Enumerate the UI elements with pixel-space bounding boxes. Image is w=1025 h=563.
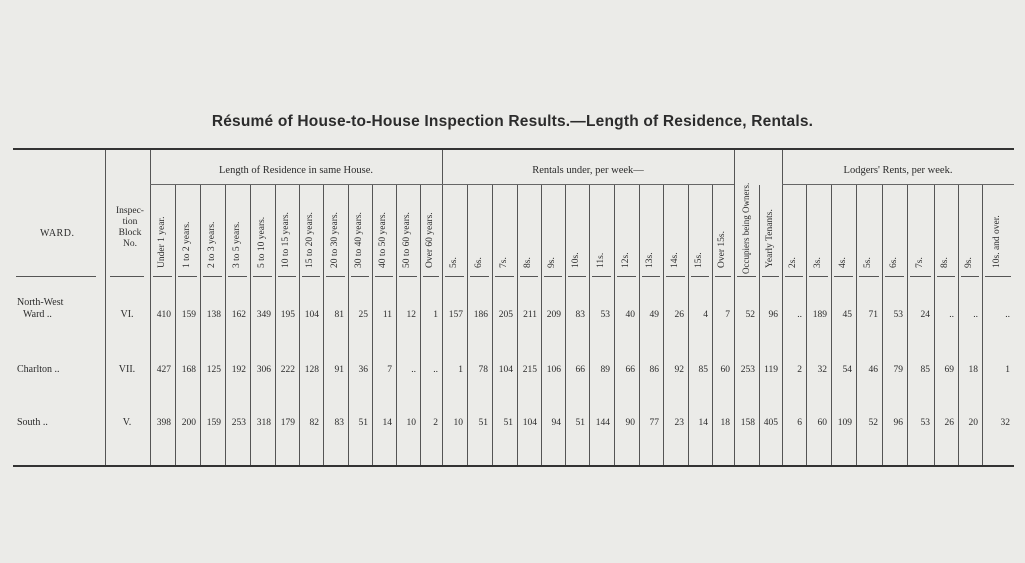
table-cell: 32 <box>1000 418 1010 428</box>
table-cell: 53 <box>920 418 930 428</box>
table-cell: 92 <box>674 365 684 375</box>
column-header: Under 1 year. <box>156 216 167 268</box>
table-cell: 60 <box>720 365 730 375</box>
header-underline <box>110 276 144 277</box>
table-cell: 318 <box>256 418 271 428</box>
table-cell: 168 <box>181 365 196 375</box>
group-underline <box>150 184 442 185</box>
table-cell: 1 <box>458 365 463 375</box>
table-cell: 2 <box>433 418 438 428</box>
header-underline <box>351 276 369 277</box>
column-header: 3s. <box>812 257 823 268</box>
table-cell: 69 <box>944 365 954 375</box>
column-header: Over 15s. <box>717 231 727 268</box>
header-underline <box>568 276 586 277</box>
column-header: 15 to 20 years. <box>305 212 315 268</box>
header-underline <box>153 276 172 277</box>
column-header: 50 to 60 years. <box>402 212 412 268</box>
header-underline <box>326 276 345 277</box>
column-header: 10 to 15 years. <box>281 212 291 268</box>
block-number: VII. <box>118 364 136 375</box>
block-header-line: Inspec- <box>116 206 144 216</box>
group-header-rentals: Rentals under, per week— <box>532 165 644 176</box>
column-header: 3 to 5 years. <box>231 221 242 268</box>
table-cell: 11 <box>382 310 392 320</box>
table-cell: 18 <box>720 418 730 428</box>
header-underline <box>666 276 685 277</box>
group-header-lodgers: Lodgers' Rents, per week. <box>843 165 953 176</box>
header-underline <box>278 276 296 277</box>
table-cell: 200 <box>181 418 196 428</box>
ward-name: North-West <box>17 297 64 308</box>
table-cell: 253 <box>740 365 755 375</box>
header-underline <box>495 276 514 277</box>
header-underline <box>809 276 828 277</box>
table-cell: 23 <box>674 418 684 428</box>
table-cell: 83 <box>334 418 344 428</box>
block-header-line: No. <box>123 239 137 249</box>
header-underline <box>178 276 197 277</box>
header-underline <box>375 276 393 277</box>
table-cell: .. <box>411 365 416 375</box>
ward-name: Charlton .. <box>17 364 60 375</box>
table-cell: 192 <box>231 365 246 375</box>
table-cell: 186 <box>473 310 488 320</box>
table-cell: 158 <box>740 418 755 428</box>
header-underline <box>642 276 660 277</box>
table-cell: 205 <box>498 310 513 320</box>
header-underline <box>16 276 96 277</box>
group-header-residence: Length of Residence in same House. <box>219 165 373 176</box>
header-underline <box>423 276 439 277</box>
column-header: 9s. <box>547 257 557 268</box>
table-cell: 157 <box>448 310 463 320</box>
table-cell: 51 <box>358 418 368 428</box>
table-cell: 71 <box>868 310 878 320</box>
table-cell: 1 <box>1005 365 1010 375</box>
table-cell: 51 <box>503 418 513 428</box>
header-underline <box>885 276 904 277</box>
table-cell: 189 <box>812 310 827 320</box>
table-cell: 7 <box>387 365 392 375</box>
table-cell: 45 <box>842 310 852 320</box>
table-cell: 89 <box>600 365 610 375</box>
table-cell: 85 <box>920 365 930 375</box>
header-underline <box>253 276 272 277</box>
column-header: 20 to 30 years. <box>329 212 340 268</box>
table-cell: 104 <box>304 310 319 320</box>
table-cell: 26 <box>944 418 954 428</box>
column-header: 13s. <box>645 252 655 268</box>
header-underline <box>544 276 562 277</box>
column-header: Occupiers being Owners. <box>740 182 751 274</box>
table-cell: 12 <box>406 310 416 320</box>
table-cell: .. <box>433 365 438 375</box>
block-number: VI. <box>120 309 134 320</box>
header-underline <box>961 276 979 277</box>
header-underline <box>859 276 879 277</box>
header-underline <box>445 276 464 277</box>
table-cell: 32 <box>817 365 827 375</box>
column-header: 8s. <box>940 257 950 268</box>
table-cell: 25 <box>358 310 368 320</box>
table-cell: .. <box>949 310 954 320</box>
table-cell: 60 <box>817 418 827 428</box>
ward-name: Ward .. <box>23 309 52 320</box>
table-title: Résumé of House-to-House Inspection Results.—Length of Residence, Rentals. <box>211 113 814 130</box>
table-cell: 119 <box>764 365 778 375</box>
table-cell: 90 <box>625 418 635 428</box>
column-header: 2s. <box>788 257 798 268</box>
column-header: 5s. <box>448 257 459 268</box>
table-cell: 6 <box>797 418 802 428</box>
table-top-rule <box>13 148 1014 150</box>
table-cell: 18 <box>968 365 978 375</box>
header-underline <box>691 276 709 277</box>
table-cell: 109 <box>837 418 852 428</box>
column-header: 9s. <box>964 257 974 268</box>
table-cell: 222 <box>280 365 295 375</box>
table-cell: 162 <box>231 310 246 320</box>
table-cell: 209 <box>546 310 561 320</box>
table-cell: 91 <box>334 365 344 375</box>
column-header: Yearly Tenants. <box>764 209 775 268</box>
header-underline <box>470 276 489 277</box>
table-cell: 195 <box>280 310 295 320</box>
column-header: 5s. <box>863 257 873 268</box>
table-cell: 1 <box>433 310 438 320</box>
table-cell: 53 <box>600 310 610 320</box>
table-cell: 306 <box>256 365 271 375</box>
table-cell: 253 <box>231 418 246 428</box>
table-cell: .. <box>1005 310 1010 320</box>
block-header-line: tion <box>122 217 138 227</box>
header-underline <box>617 276 636 277</box>
table-cell: 4 <box>703 310 708 320</box>
header-underline <box>520 276 538 277</box>
column-header: 5 to 10 years. <box>256 216 267 268</box>
table-cell: 81 <box>334 310 344 320</box>
table-cell: 66 <box>575 365 585 375</box>
header-underline <box>937 276 955 277</box>
table-cell: 36 <box>358 365 368 375</box>
group-underline <box>782 184 1014 185</box>
table-cell: 128 <box>304 365 319 375</box>
header-underline <box>785 276 803 277</box>
table-cell: 85 <box>698 365 708 375</box>
table-cell: 215 <box>522 365 537 375</box>
ward-name: South .. <box>17 417 48 428</box>
column-header: 1 to 2 years. <box>181 221 192 268</box>
header-underline <box>228 276 247 277</box>
block-header-line: Block <box>118 228 142 238</box>
header-underline <box>834 276 853 277</box>
table-cell: 179 <box>280 418 295 428</box>
column-header: 7s. <box>914 257 925 268</box>
table-cell: 53 <box>893 310 903 320</box>
table-cell: 2 <box>797 365 802 375</box>
table-cell: 96 <box>768 310 778 320</box>
table-cell: 52 <box>745 310 755 320</box>
table-cell: 427 <box>156 365 171 375</box>
column-header: Over 60 years. <box>425 212 435 268</box>
table-cell: 24 <box>920 310 930 320</box>
table-cell: 82 <box>309 418 319 428</box>
table-cell: 49 <box>649 310 659 320</box>
table-cell: 77 <box>649 418 659 428</box>
table-cell: 159 <box>181 310 196 320</box>
table-cell: 83 <box>575 310 585 320</box>
header-underline <box>592 276 611 277</box>
table-cell: 54 <box>842 365 852 375</box>
table-cell: 79 <box>893 365 903 375</box>
header-underline <box>910 276 931 277</box>
table-cell: 51 <box>575 418 585 428</box>
table-cell: 138 <box>206 310 221 320</box>
table-cell: 211 <box>523 310 537 320</box>
table-cell: .. <box>797 310 802 320</box>
table-cell: 20 <box>968 418 978 428</box>
header-underline <box>203 276 222 277</box>
table-cell: .. <box>973 310 978 320</box>
table-cell: 104 <box>522 418 537 428</box>
header-underline <box>737 276 756 277</box>
column-header: 15s. <box>694 252 704 268</box>
column-header: 7s. <box>498 257 509 268</box>
table-cell: 26 <box>674 310 684 320</box>
table-cell: 405 <box>763 418 778 428</box>
table-cell: 14 <box>698 418 708 428</box>
column-header: 14s. <box>669 252 680 268</box>
column-header: 6s. <box>473 257 484 268</box>
block-number: V. <box>122 417 132 428</box>
table-cell: 349 <box>256 310 271 320</box>
table-cell: 86 <box>649 365 659 375</box>
table-cell: 125 <box>206 365 221 375</box>
column-header: 10s. <box>571 252 581 268</box>
column-header: 11s. <box>595 252 606 268</box>
column-header: 40 to 50 years. <box>378 212 388 268</box>
column-header: 8s. <box>523 257 533 268</box>
table-cell: 159 <box>206 418 221 428</box>
table-cell: 46 <box>868 365 878 375</box>
column-header: 10s. and over. <box>992 215 1002 268</box>
table-cell: 144 <box>595 418 610 428</box>
table-cell: 40 <box>625 310 635 320</box>
header-underline <box>985 276 1011 277</box>
table-cell: 106 <box>546 365 561 375</box>
table-cell: 410 <box>156 310 171 320</box>
table-cell: 10 <box>453 418 463 428</box>
table-cell: 96 <box>893 418 903 428</box>
table-cell: 104 <box>498 365 513 375</box>
header-underline <box>302 276 320 277</box>
column-header: 2 to 3 years. <box>206 221 217 268</box>
table-cell: 66 <box>625 365 635 375</box>
header-underline <box>399 276 417 277</box>
block-header <box>112 206 148 250</box>
group-underline <box>442 184 734 185</box>
column-header: 30 to 40 years. <box>354 212 364 268</box>
column-header: 12s. <box>620 252 631 268</box>
table-cell: 52 <box>868 418 878 428</box>
table-cell: 7 <box>725 310 730 320</box>
column-header: 4s. <box>837 257 848 268</box>
ward-header: WARD. <box>40 228 75 239</box>
table-cell: 14 <box>382 418 392 428</box>
table-cell: 10 <box>406 418 416 428</box>
table-bottom-rule <box>13 465 1014 467</box>
header-underline <box>715 276 731 277</box>
column-header: 6s. <box>888 257 899 268</box>
table-cell: 94 <box>551 418 561 428</box>
table-cell: 398 <box>156 418 171 428</box>
header-underline <box>762 276 779 277</box>
table-cell: 78 <box>478 365 488 375</box>
table-cell: 51 <box>478 418 488 428</box>
